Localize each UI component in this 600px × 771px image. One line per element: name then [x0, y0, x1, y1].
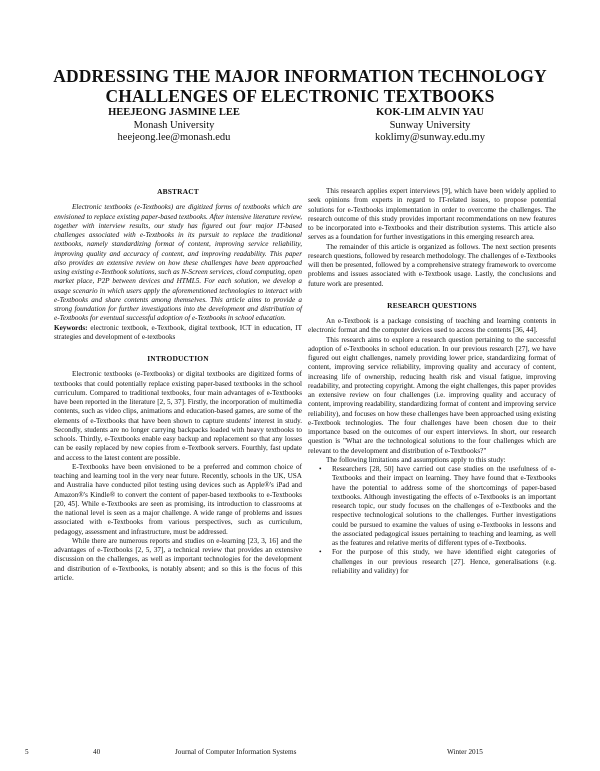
- keywords-label: Keywords:: [54, 323, 88, 332]
- author-email: koklimy@sunway.edu.my: [375, 132, 485, 143]
- list-item: • Researchers [28, 50] have carried out case studies on the usefulness of e-Textbooks and their impact on learning. They have found that e-Textbooks have the potential to address some of the shortcomings of paper-based textbooks. Although investigating the effects of e-Textbooks is an important research topic, our study focuses on the challenges of e-Textbooks and the respective technological solutions to the challenges. Further investigations could be pursued to examine the values of using e-Textbooks in lessons and the associated pedagogical issues pertaining to teaching and learning, as well as the features and relative merits of different types of e-Textbooks.: [332, 465, 556, 548]
- list-item: • For the purpose of this study, we have identified eight categories of challenges in our previous research [27]. Hence, generalisations (e.g. reliability and validity) for: [332, 548, 556, 576]
- intro-paragraph: E-Textbooks have been envisioned to be a preferred and common choice of teaching and learning tool in the very near future. Recently, schools in the UK, USA and Australia have conducted pilot testing using devices such as Apple®'s iPad and Amazon®'s Kindle® to convert the content of paper-based textbooks to e-Textbooks [20, 45]. While e-Textbooks are seen as promising, its introduction to classrooms at the national level is seen as a major challenge. A wide range of problems and issues associated with e-Textbooks from various perspectives, such as curriculum, pedagogy, assessment and infrastructure, must be addressed.: [54, 462, 302, 536]
- abstract-heading: ABSTRACT: [157, 187, 199, 196]
- abstract-text: Electronic textbooks (e-Textbooks) are digitized forms of textbooks which are envisioned to replace existing paper-based textbooks. After intensive literature review, together with interview results, our study has figured out four major IT-based challenges associated with e-Textbooks in its pursuit to replace the traditional textbooks, namely standardizing format of content, improving service reliability, improving quality and accuracy of content, and improving readability. This paper also provides an extensive review on how these challenges have been approached using existing e-Textbook solutions, such as N-Screen services, cloud computing, open market place, P2P between devices and HTML5. For each solution, we develop a usage scenario in which users apply the aforementioned technologies to interact with e-Textbooks and share contents among themselves. This article aims to provide a strong foundation for further investigations into the development and distribution of e-Textbooks for eventual successful adoption of e-Textbooks in school education.: [54, 203, 302, 323]
- limitations-list: [308, 465, 556, 576]
- right-column: [308, 187, 556, 576]
- introduction-heading: INTRODUCTION: [147, 354, 209, 363]
- page-number: 40: [93, 748, 101, 756]
- author-email: heejeong.lee@monash.edu: [117, 132, 231, 143]
- left-column: [54, 187, 302, 583]
- issue-label: Winter 2015: [447, 748, 483, 756]
- research-questions-heading: RESEARCH QUESTIONS: [387, 300, 477, 310]
- body-paragraph: This research applies expert interviews [9], which have been widely applied to seek opinions from experts in regard to IT-related issues, to propose potential solutions for e-Textbooks implementation in order to overcome the challenges. The research outcome of this study provides important recommendations on new features to be incorporated into e-Textbooks and their distribution systems. This article also serves as a foundation for further investigations in this emerging research area.: [308, 187, 556, 242]
- author-name: KOK-LIM ALVIN YAU: [376, 107, 484, 118]
- author-name: HEEJEONG JASMINE LEE: [108, 107, 240, 118]
- title-line-1: ADDRESSING THE MAJOR INFORMATION TECHNOLOGY: [53, 66, 547, 86]
- body-paragraph: This research aims to explore a research question pertaining to the successful adoption of e-Textbooks in school education. In our previous research [27], we have figured out eight challenges, namely providing lower price, standardizing format of content, improving service reliability, improving quality and accuracy of content, increasing life of ownership, reducing health risk and visual fatigue, improving readability, and protecting copyright. Among the eight challenges, this paper provides an extensive review on four challenges (i.e. improving quality and accuracy of content, improving readability, standardizing format of content and improving service reliability), and focuses on how these challenges have been approached using existing e-Textbook technologies. The four challenges have been chosen due to their importance based on the outcomes of our expert interviews. In short, our research question is "What are the technological solutions to the four challenges which are relevant to the development and distribution of e-Textbooks?": [308, 335, 556, 455]
- body-paragraph: The remainder of this article is organized as follows. The next section presents research questions, followed by research methodology. The challenges of e-Textbooks will then be presented, followed by a comprehensive strategy framework to overcome problems and issues associated with e-Textbook usage. Lastly, the conclusions and future work are presented.: [308, 242, 556, 288]
- page-marker: 5: [25, 748, 29, 756]
- author-affiliation: Monash University: [133, 119, 215, 131]
- intro-paragraph: Electronic textbooks (e-Textbooks) or digital textbooks are digitized forms of textbooks that could potentially replace existing paper-based textbooks in the school curriculum. Compared to traditional textbooks, four main advantages of e-Textbooks have been reported in the literature [2, 5, 37]. Firstly, the incorporation of multimedia contents, such as video clips, animations and education-based games, are some of the elements of e-Textbooks that have been shown to capture students' interest in study. Secondly, students are no longer carrying backpacks loaded with heavy textbooks to schools. Thirdly, e-Textbooks enable easy backup and replacement so that any losses can be easily replaced by new copies from e-Textbook servers. Fourthly, fast update and access to the latest content are possible.: [54, 370, 302, 462]
- keywords-text: electronic textbook, e-Textbook, digital textbook, ICT in education, IT strategies and development of e-textbooks: [54, 323, 302, 341]
- intro-paragraph: While there are numerous reports and studies on e-learning [23, 3, 16] and the advantages of e-Textbooks [2, 5, 37], a technical review that provides an extensive discussion on the challenges, as well as important technologies for the development and distribution of e-Textbooks, is notably absent; and so this is the focus of this article.: [54, 536, 302, 582]
- body-paragraph: An e-Textbook is a package consisting of teaching and learning contents in electronic format and the computer devices used to access the contents [36, 44].: [308, 317, 556, 335]
- author-block-1: [59, 107, 289, 145]
- paper-title: [0, 66, 600, 106]
- title-line-2: CHALLENGES OF ELECTRONIC TEXTBOOKS: [105, 86, 495, 106]
- author-affiliation: Sunway University: [389, 119, 471, 131]
- list-intro: The following limitations and assumptions apply to this study:: [326, 455, 506, 464]
- keywords-line: [54, 324, 302, 343]
- author-block-2: [315, 107, 545, 145]
- journal-name: Journal of Computer Information Systems: [175, 748, 297, 756]
